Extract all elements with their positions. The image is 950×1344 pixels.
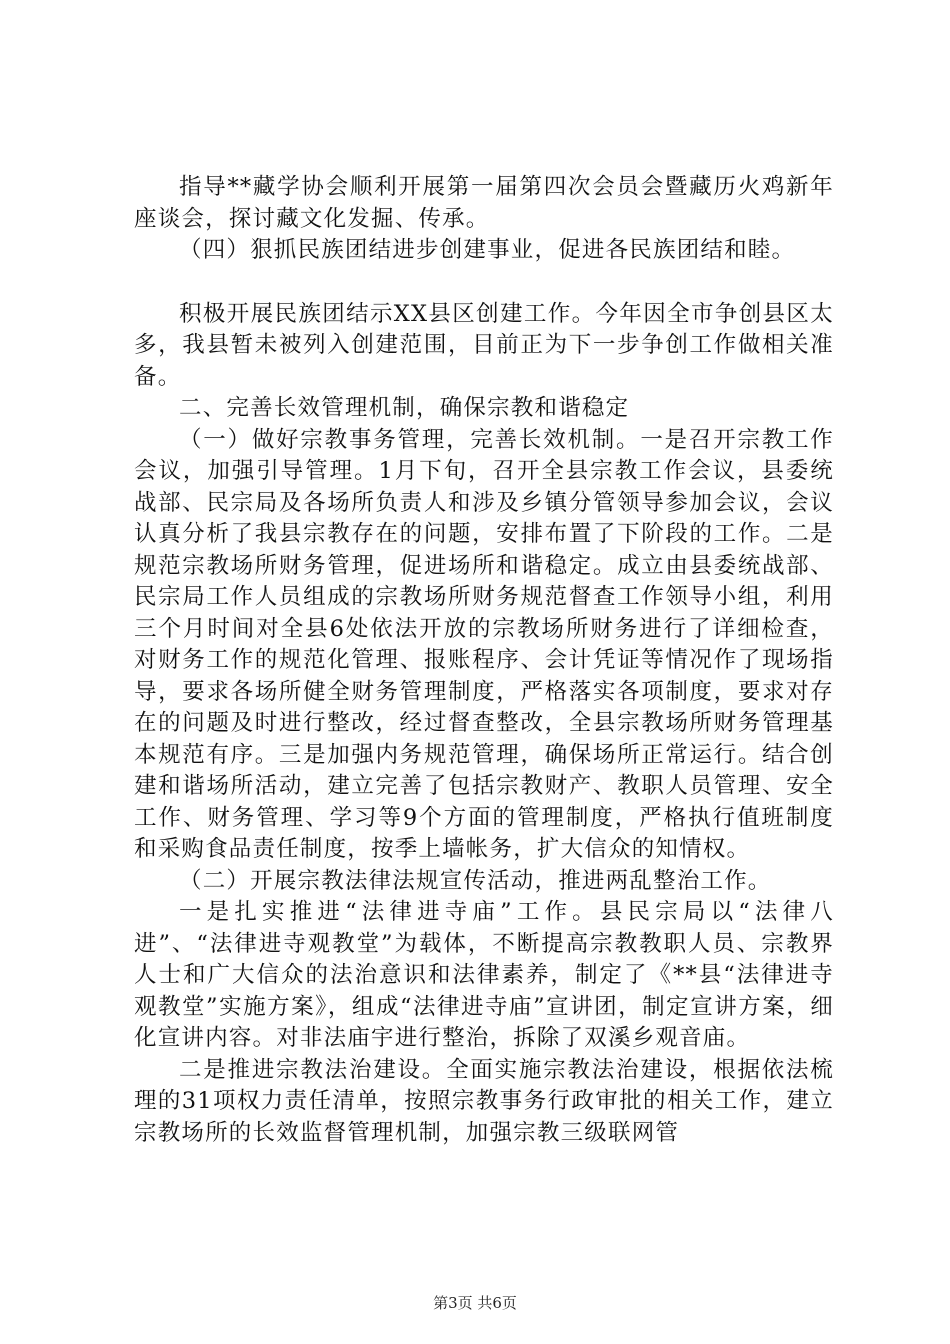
- paragraph-7: 一是扎实推进“法律进寺庙”工作。县民宗局以“法律八进”、“法律进寺观教堂”为载体，不断提高宗教教职人员、宗教界人士和广大信众的法治意识和法律素养，制定了《**县“法律进寺观教堂”实施方案》，组成“法律进寺庙”宣讲团，制定宣讲方案，细化宣讲内容。对非法庙宇进行整治，拆除了双溪乡观音庙。: [134, 899, 834, 1051]
- paragraph-5: （一）做好宗教事务管理，完善长效机制。一是召开宗教工作会议，加强引导管理。1月下旬，召开全县宗教工作会议，县委统战部、民宗局及各场所负责人和涉及乡镇分管领导参加会议，会议认真分析了我县宗教存在的问题，安排布置了下阶段的工作。二是规范宗教场所财务管理，促进场所和谐稳定。成立由县委统战部、民宗局工作人员组成的宗教场所财务规范督查工作领导小组，利用三个月时间对全县6处依法开放的宗教场所财务进行了详细检查，对财务工作的规范化管理、报账程序、会计凭证等情况作了现场指导，要求各场所健全财务管理制度，严格落实各项制度，要求对存在的问题及时进行整改，经过督查整改，全县宗教场所财务管理基本规范有序。三是加强内务规范管理，确保场所正常运行。结合创建和谐场所活动，建立完善了包括宗教财产、教职人员管理、安全工作、财务管理、学习等9个方面的管理制度，严格执行值班制度和采购食品责任制度，按季上墙帐务，扩大信众的知情权。: [134, 426, 834, 862]
- paragraph-6: （二）开展宗教法律法规宣传活动，推进两乱整治工作。: [179, 867, 772, 894]
- section-heading: 二、完善长效管理机制，确保宗教和谐稳定: [179, 395, 630, 421]
- document-body: [134, 172, 834, 1149]
- paragraph-1: 指导**藏学协会顺利开展第一届第四次会员会暨藏历火鸡新年座谈会，探讨藏文化发掘、传承。: [134, 174, 834, 232]
- paragraph-8: 二是推进宗教法治建设。全面实施宗教法治建设，根据依法梳理的31项权力责任清单，按照宗教事务行政审批的相关工作，建立宗教场所的长效监督管理机制，加强宗教三级联网管: [134, 1056, 834, 1146]
- paragraph-3: 积极开展民族团结示XX县区创建工作。今年因全市争创县区太多，我县暂未被列入创建范围，目前正为下一步争创工作做相关准备。: [134, 300, 834, 390]
- page-footer: 第3页 共6页: [433, 1294, 517, 1312]
- paragraph-2: （四）狠抓民族团结进步创建事业，促进各民族团结和睦。: [179, 237, 796, 263]
